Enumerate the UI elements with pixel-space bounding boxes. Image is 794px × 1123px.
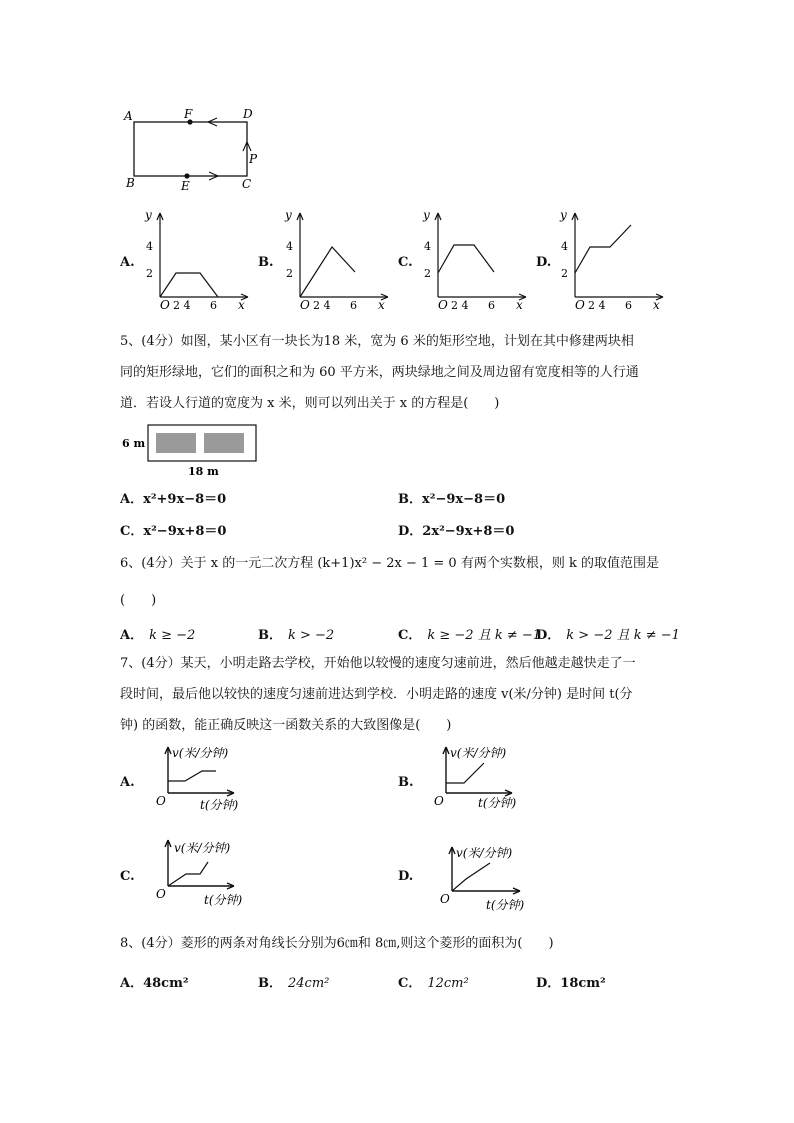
q7-graph-d xyxy=(440,843,550,913)
svg-text:v(米/分钟): v(米/分钟) xyxy=(172,746,229,760)
q6-option-b[interactable]: B． k > −2 xyxy=(258,628,335,643)
q4-option-d-letter: D. xyxy=(536,255,552,270)
svg-text:2 4: 2 4 xyxy=(451,299,469,312)
svg-text:O: O xyxy=(300,298,310,312)
svg-text:t(分钟): t(分钟) xyxy=(204,893,243,907)
q6-option-c[interactable]: C． k ≥ −2 且 k ≠ −1 xyxy=(398,628,542,643)
q5-option-a[interactable]: A．x²+9x−8＝0 xyxy=(120,492,227,507)
q5-option-d[interactable]: D．2x²−9x+8＝0 xyxy=(398,524,515,539)
q4-option-a-letter: A. xyxy=(120,255,135,270)
vertex-d: D xyxy=(243,107,253,121)
svg-text:O: O xyxy=(434,794,444,808)
q5-option-b[interactable]: B．x²−9x−8＝0 xyxy=(398,492,506,507)
svg-text:2: 2 xyxy=(286,267,293,280)
q6-line-1: 6、(4分）关于 x 的一元二次方程 (k+1)x² − 2x − 1 = 0 有两个实数根，则 k 的取值范围是 xyxy=(120,556,659,571)
vertex-f: F xyxy=(184,107,193,121)
vertex-p: P xyxy=(249,152,258,166)
svg-text:y: y xyxy=(145,208,152,222)
svg-text:y: y xyxy=(560,208,567,222)
q6-option-a[interactable]: A． k ≥ −2 xyxy=(120,628,196,643)
q7-graph-a xyxy=(150,745,260,813)
svg-text:t(分钟): t(分钟) xyxy=(486,898,525,912)
q8-option-c[interactable]: C． 12cm² xyxy=(398,976,469,991)
svg-text:2 4: 2 4 xyxy=(173,299,191,312)
q7-graph-b xyxy=(428,745,538,813)
svg-text:O: O xyxy=(440,892,450,906)
q8-option-a[interactable]: A．48cm² xyxy=(120,976,189,991)
svg-text:2 4: 2 4 xyxy=(588,299,606,312)
q8-option-d[interactable]: D．18cm² xyxy=(536,976,606,991)
svg-text:t(分钟): t(分钟) xyxy=(478,796,517,810)
q4-graph-d xyxy=(555,205,675,310)
svg-text:2 4: 2 4 xyxy=(313,299,331,312)
svg-text:6: 6 xyxy=(210,299,217,312)
q7-line-3: 钟) 的函数，能正确反映这一函数关系的大致图像是( ) xyxy=(120,718,452,733)
svg-text:x: x xyxy=(238,298,245,312)
q7-option-a-letter: A. xyxy=(120,775,135,790)
q4-graph-c xyxy=(418,205,533,310)
vertex-a: A xyxy=(124,109,133,123)
svg-text:v(米/分钟): v(米/分钟) xyxy=(174,841,231,855)
svg-text:2: 2 xyxy=(146,267,153,280)
q8-line-1: 8、(4分）菱形的两条对角线长分别为6㎝和 8㎝,则这个菱形的面积为( ) xyxy=(120,936,554,951)
q5-line-1: 5、(4分）如图，某小区有一块长为18 米，宽为 6 米的矩形空地，计划在其中修建两块相 xyxy=(120,334,634,349)
q5-option-c[interactable]: C．x²−9x+8＝0 xyxy=(120,524,227,539)
q4-option-b-letter: B. xyxy=(258,255,274,270)
svg-text:O: O xyxy=(156,794,166,808)
svg-text:O: O xyxy=(575,298,585,312)
svg-text:x: x xyxy=(516,298,523,312)
rectangle-figure xyxy=(120,104,270,196)
svg-text:x: x xyxy=(378,298,385,312)
q8-option-b[interactable]: B． 24cm² xyxy=(258,976,330,991)
q4-graph-a xyxy=(140,205,255,310)
svg-text:x: x xyxy=(653,298,660,312)
q5-fig-height: 6 m xyxy=(122,437,146,450)
q5-line-2: 同的矩形绿地，它们的面积之和为 60 平方米，两块绿地之间及周边留有宽度相等的人行通 xyxy=(120,365,639,380)
q7-line-1: 7、(4分）某天，小明走路去学校，开始他以较慢的速度匀速前进，然后他越走越快走了一 xyxy=(120,656,636,671)
svg-text:2: 2 xyxy=(424,267,431,280)
svg-text:O: O xyxy=(160,298,170,312)
q7-graph-c xyxy=(150,838,260,908)
svg-text:6: 6 xyxy=(488,299,495,312)
q7-line-2: 段时间，最后他以较快的速度匀速前进达到学校．小明走路的速度 v(米/分钟) 是时间 t(分 xyxy=(120,687,633,702)
q5-line-3: 道．若设人行道的宽度为 x 米，则可以列出关于 x 的方程是( ) xyxy=(120,396,500,411)
q5-figure xyxy=(120,423,280,478)
q7-option-d-letter: D. xyxy=(398,869,414,884)
svg-text:y: y xyxy=(423,208,430,222)
svg-text:v(米/分钟): v(米/分钟) xyxy=(456,846,513,860)
q5-fig-width: 18 m xyxy=(188,465,219,478)
q6-option-d[interactable]: D． k > −2 且 k ≠ −1 xyxy=(536,628,680,643)
vertex-c: C xyxy=(242,177,252,191)
svg-text:4: 4 xyxy=(286,240,293,253)
svg-text:6: 6 xyxy=(350,299,357,312)
q6-line-2: ( ) xyxy=(120,593,157,608)
q4-option-c-letter: C. xyxy=(398,255,413,270)
svg-text:t(分钟): t(分钟) xyxy=(200,798,239,812)
q4-graph-b xyxy=(280,205,395,310)
svg-text:2: 2 xyxy=(561,267,568,280)
svg-text:v(米/分钟): v(米/分钟) xyxy=(450,746,507,760)
vertex-e: E xyxy=(181,179,190,193)
svg-text:6: 6 xyxy=(625,299,632,312)
svg-text:y: y xyxy=(285,208,292,222)
svg-text:4: 4 xyxy=(424,240,431,253)
svg-text:4: 4 xyxy=(561,240,568,253)
q7-option-c-letter: C. xyxy=(120,869,135,884)
q7-option-b-letter: B. xyxy=(398,775,414,790)
svg-text:O: O xyxy=(156,887,166,901)
svg-text:O: O xyxy=(438,298,448,312)
svg-text:4: 4 xyxy=(146,240,153,253)
vertex-b: B xyxy=(126,176,135,190)
